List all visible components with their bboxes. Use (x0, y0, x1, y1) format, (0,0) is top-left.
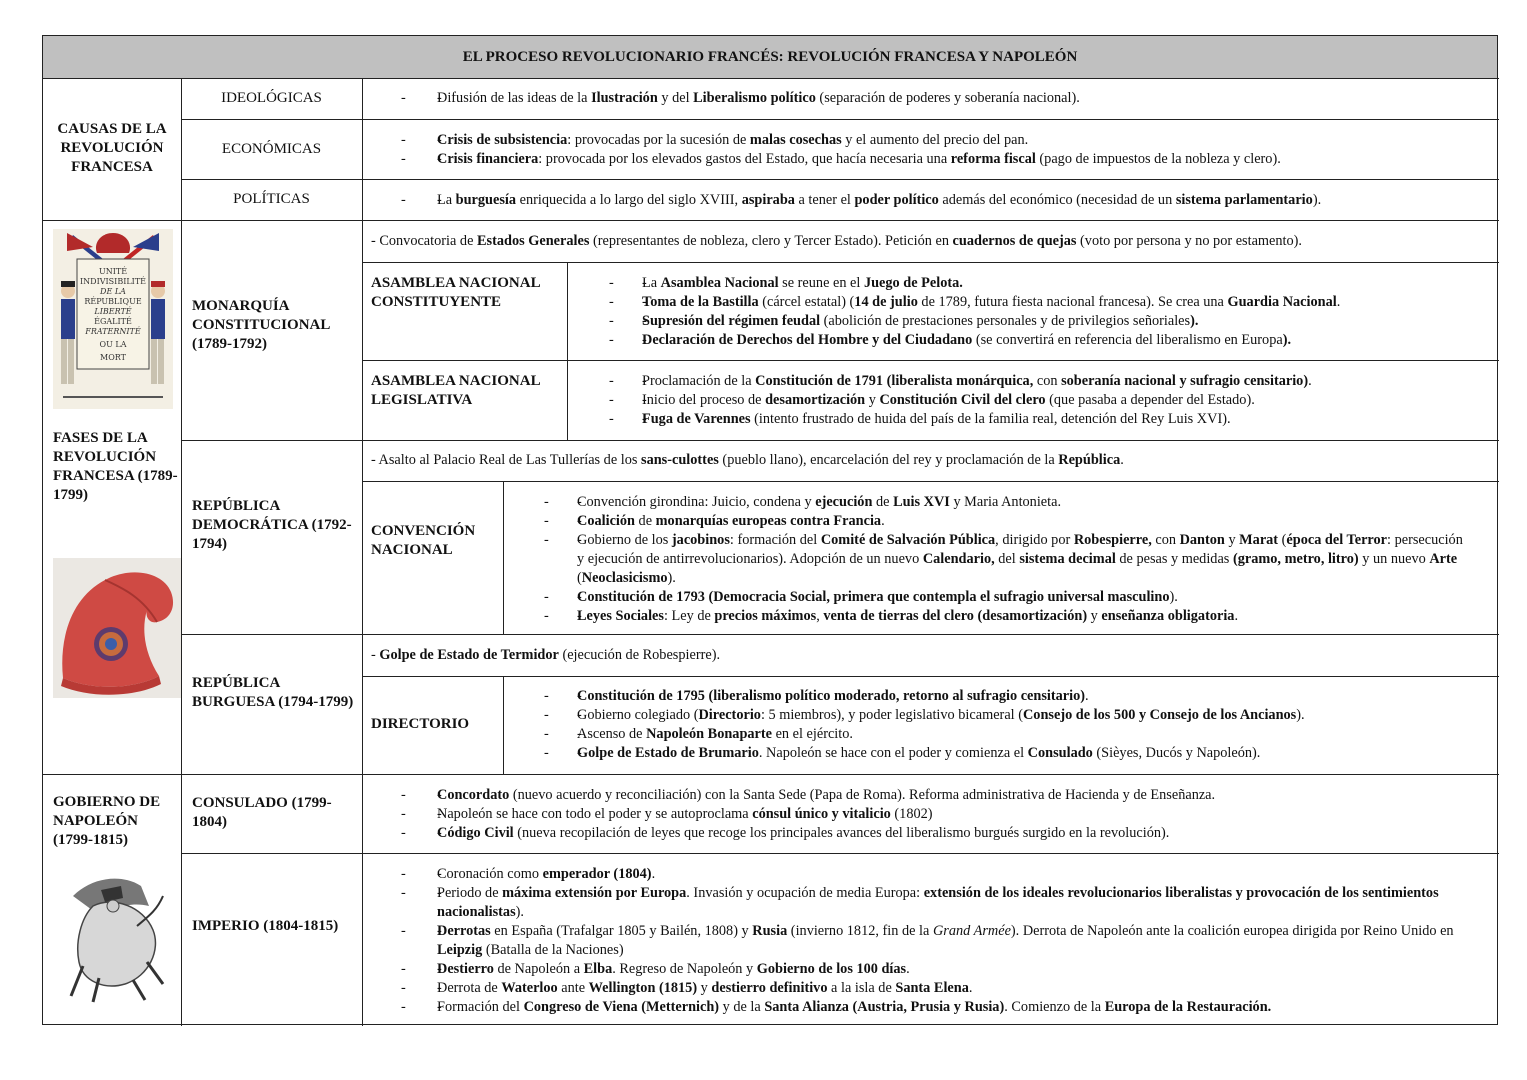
list-item: - - Convención girondina: Juicio, condena y ejecución de Luis XVI y Maria Antonieta. (546, 493, 1471, 512)
poster-line-2: INDIVISIBILITÉ (80, 277, 146, 286)
causa-ideologicas-label: IDEOLÓGICAS (221, 90, 322, 106)
napoleon-illustration (53, 866, 173, 1006)
asamblea-legislativa-label: ASAMBLEA NACIONAL LEGISLATIVA (371, 373, 540, 408)
causas-heading: CAUSAS DE LA REVOLUCIÓN FRANCESA (57, 121, 167, 175)
poster-line-5: LIBERTÉ (94, 307, 132, 316)
list-item: - - La Asamblea Nacional se reune en el Juego de Pelota. (611, 274, 1491, 293)
phrygian-cap-image (53, 558, 181, 698)
list-item: - - Fuga de Varennes (intento frustrado de huida del país de la familia real, detención del Rey Luis XVI). (611, 410, 1491, 429)
poster-line-1: UNITÉ (98, 267, 128, 276)
poster-line-9: MORT (100, 353, 126, 362)
list-item: - - Concordato (nuevo acuerdo y reconciliación) con la Santa Sede (Papa de Roma). Reforma administrativa de Hacienda y de Enseñanza. (403, 786, 1483, 805)
causa-economicas-label: ECONÓMICAS (221, 140, 322, 157)
list-item: - - Proclamación de la Constitución de 1791 (liberalista monárquica, con soberanía nacional y sufragio censitario). (611, 372, 1491, 391)
causa-economicas-list (403, 131, 1483, 169)
list-item: - - Destierro de Napoleón a Elba. Regreso de Napoleón y Gobierno de los 100 días. (403, 960, 1473, 979)
list-item: - - Derrotas en España (Trafalgar 1805 y Bailén, 1808) y Rusia (invierno 1812, fin de la Grand Armée). Derrota de Napoleón ante la coalición europea dirigida por Reino Unido en Leipzig (Batalla de la Naciones) (403, 922, 1473, 960)
convencion-label: CONVENCIÓN NACIONAL (371, 523, 476, 558)
list-item: - - Derrota de Waterloo ante Wellington (1815) y destierro definitivo a la isla de Santa Elena. (403, 979, 1473, 998)
list-item: - - Leyes Sociales: Ley de precios máximos, venta de tierras del clero (desamortización) y enseñanza obligatoria. (546, 607, 1471, 626)
table-title: EL PROCESO REVOLUCIONARIO FRANCÉS: REVOLUCIÓN FRANCESA Y NAPOLEÓN (43, 36, 1497, 78)
revolution-poster-image (53, 229, 173, 409)
summary-table (42, 35, 1498, 1025)
consulado-list (403, 786, 1483, 843)
poster-illustration (53, 229, 173, 409)
list-item: - - Napoleón se hace con todo el poder y se autoproclama cónsul único y vitalicio (1802) (403, 805, 1483, 824)
list-item: - - Declaración de Derechos del Hombre y del Ciudadano (se convertirá en referencia del liberalismo en Europa). (611, 331, 1491, 350)
imperio-label: IMPERIO (1804-1815) (192, 918, 339, 934)
asamblea-constituyente-label: ASAMBLEA NACIONAL CONSTITUYENTE (371, 275, 540, 310)
poster-line-6: ÉGALITÉ (94, 317, 132, 326)
asamblea-legislativa-list (611, 372, 1491, 429)
list-item: - - Constitución de 1793 (Democracia Social, primera que contempla el sufragio universal masculino). (546, 588, 1471, 607)
list-item: - - Gobierno de los jacobinos: formación del Comité de Salvación Pública, dirigido por Robespierre, con Danton y Marat (época del Terror: persecución y ejecución de antirrevolucionarios). Adopción de un nuevo Calendario, del sistema decimal de pesas y medidas (gramo, metro, litro) y un nuevo Arte (Neoclasicismo). (546, 531, 1471, 588)
fases-heading: FASES DE LA REVOLUCIÓN FRANCESA (1789-1799) (53, 430, 178, 503)
republica-burguesa-label: REPÚBLICA BURGUESA (1794-1799) (192, 675, 354, 710)
directorio-list (546, 687, 1471, 763)
causa-ideologicas-list (403, 89, 1483, 108)
list-item: - - Crisis financiera: provocada por los elevados gastos del Estado, que hacía necesaria una reforma fiscal (pago de impuestos de la nobleza y clero). (403, 150, 1483, 169)
napoleon-horse-image (53, 866, 173, 1006)
list-item: - - Crisis de subsistencia: provocadas por la sucesión de malas cosechas y el aumento del precio del pan. (403, 131, 1483, 150)
causa-politicas-list (403, 191, 1483, 210)
cap-illustration (53, 558, 181, 698)
list-item: - - Código Civil (nueva recopilación de leyes que recoge los principales avances del liberalismo burgués surgido en la revolución). (403, 824, 1483, 843)
napoleon-heading: GOBIERNO DE NAPOLEÓN (1799-1815) (53, 794, 161, 848)
list-item: - - Inicio del proceso de desamortización y Constitución Civil del clero (que pasaba a depender del Estado). (611, 391, 1491, 410)
directorio-label: DIRECTORIO (371, 716, 470, 732)
list-item: - - Toma de la Bastilla (cárcel estatal) (14 de julio de 1789, futura fiesta nacional francesa). Se crea una Guardia Nacional. (611, 293, 1491, 312)
republica-burguesa-intro: - Golpe de Estado de Termidor (ejecución de Robespierre). (371, 647, 721, 663)
list-item: - - Periodo de máxima extensión por Europa. Invasión y ocupación de media Europa: extensión de los ideales revolucionarios liberalistas y provocación de los sentimientos nacionalistas). (403, 884, 1473, 922)
monarquia-intro: - Convocatoria de Estados Generales (representantes de nobleza, clero y Tercer Estado). Petición en cuadernos de quejas (voto por persona y no por estamento). (371, 233, 1302, 249)
list-item: - - Coronación como emperador (1804). (403, 865, 1473, 884)
list-item: - - La burguesía enriquecida a lo largo del siglo XVIII, aspiraba a tener el poder político además del económico (necesidad de un sistema parlamentario). (403, 191, 1483, 210)
poster-line-4: RÉPUBLIQUE (84, 297, 142, 306)
causa-politicas-label: POLÍTICAS (233, 191, 310, 207)
monarquia-label: MONARQUÍA CONSTITUCIONAL (1789-1792) (192, 298, 330, 352)
list-item: - - Formación del Congreso de Viena (Metternich) y de la Santa Alianza (Austria, Prusia y Rusia). Comienzo de la Europa de la Restauración. (403, 998, 1473, 1017)
asamblea-constituyente-list (611, 274, 1491, 350)
poster-line-8: OU LA (99, 340, 127, 349)
list-item: - - Gobierno colegiado (Directorio: 5 miembros), y poder legislativo bicameral (Consejo de los 500 y Consejo de los Ancianos). (546, 706, 1471, 725)
list-item: - - Coalición de monarquías europeas contra Francia. (546, 512, 1471, 531)
convencion-list (546, 493, 1471, 626)
imperio-list (403, 865, 1473, 1017)
list-item: - - Golpe de Estado de Brumario. Napoleón se hace con el poder y comienza el Consulado (Sièyes, Ducós y Napoleón). (546, 744, 1471, 763)
list-item: - - Constitución de 1795 (liberalismo político moderado, retorno al sufragio censitario). (546, 687, 1471, 706)
list-item: - - Ascenso de Napoleón Bonaparte en el ejército. (546, 725, 1471, 744)
list-item: - - Supresión del régimen feudal (abolición de prestaciones personales y de privilegios señoriales). (611, 312, 1491, 331)
list-item: - - Difusión de las ideas de la Ilustración y del Liberalismo político (separación de poderes y soberanía nacional). (403, 89, 1483, 108)
republica-democratica-intro: - Asalto al Palacio Real de Las Tullerías de los sans-culottes (pueblo llano), encarcelación del rey y proclamación de la República. (371, 452, 1124, 468)
poster-line-3: DE LA (100, 287, 126, 296)
poster-line-7: FRATERNITÉ (85, 327, 141, 336)
republica-democratica-label: REPÚBLICA DEMOCRÁTICA (1792-1794) (192, 498, 352, 552)
consulado-label: CONSULADO (1799-1804) (192, 795, 332, 830)
